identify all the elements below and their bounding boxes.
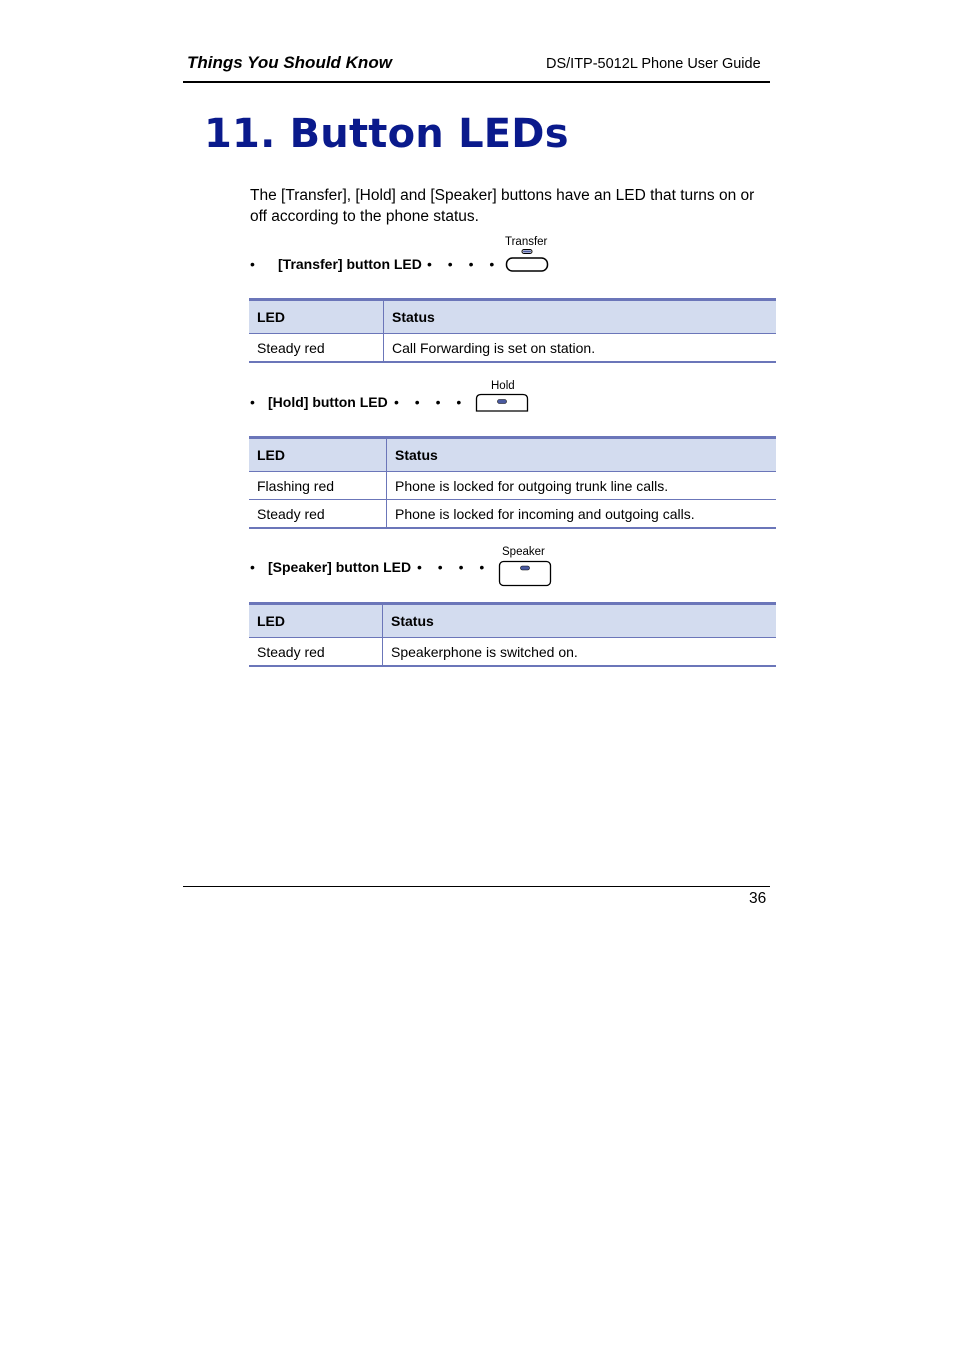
table-row — [249, 472, 776, 500]
running-header-section: Things You Should Know — [187, 53, 392, 72]
table-header-led: LED — [249, 438, 387, 472]
intro-paragraph: The [Transfer], [Hold] and [Speaker] buttons have an LED that turns on or off according to the phone status. — [250, 187, 755, 225]
transfer-button-icon — [505, 248, 549, 274]
page-number: 36 — [749, 890, 767, 907]
bullet-transfer — [250, 256, 422, 272]
table-header-status: Status — [383, 604, 777, 638]
bullet-speaker — [250, 559, 411, 575]
status-cell: Phone is locked for outgoing trunk line calls. — [387, 472, 777, 500]
table-row — [249, 334, 776, 363]
table-header-status: Status — [384, 300, 777, 334]
table-header-led: LED — [249, 300, 384, 334]
hold-button-label: Hold — [491, 380, 515, 392]
leader-dots: • • • • — [417, 559, 485, 575]
led-cell: Steady red — [257, 339, 325, 356]
table-row — [249, 638, 776, 667]
bullet-dot-icon: • — [250, 559, 255, 575]
status-cell: Speakerphone is switched on. — [383, 638, 777, 667]
transfer-button-label: Transfer — [505, 236, 548, 248]
header-rule — [183, 81, 770, 83]
page-title: 11. Button LEDs — [204, 111, 569, 157]
led-cell: Steady red — [257, 643, 325, 660]
speaker-led-table — [249, 602, 776, 667]
status-cell: Phone is locked for incoming and outgoing calls. — [387, 500, 777, 529]
bullet-dot-icon: • — [250, 394, 255, 410]
speaker-button-label: Speaker — [502, 546, 545, 558]
bullet-transfer-label: [Transfer] button LED — [278, 256, 422, 272]
status-cell: Call Forwarding is set on station. — [384, 334, 777, 363]
speaker-button-icon — [498, 560, 552, 588]
led-cell: Steady red — [249, 500, 387, 529]
running-header-guide: DS/ITP-5012L Phone User Guide — [546, 56, 761, 72]
led-cell: Flashing red — [257, 477, 335, 494]
table-row — [249, 500, 776, 529]
hold-button-icon — [475, 393, 529, 413]
leader-dots: • • • • — [394, 394, 462, 410]
bullet-hold-label: [Hold] button LED — [268, 394, 388, 410]
table-header-status: Status — [387, 438, 777, 472]
transfer-led-table — [249, 298, 776, 363]
bullet-speaker-label: [Speaker] button LED — [268, 559, 412, 575]
bullet-hold — [250, 394, 388, 410]
footer-rule — [183, 886, 770, 887]
bullet-dot-icon: • — [250, 256, 255, 272]
table-header-led: LED — [249, 604, 383, 638]
hold-led-table — [249, 436, 776, 529]
leader-dots: • • • • — [427, 256, 495, 272]
